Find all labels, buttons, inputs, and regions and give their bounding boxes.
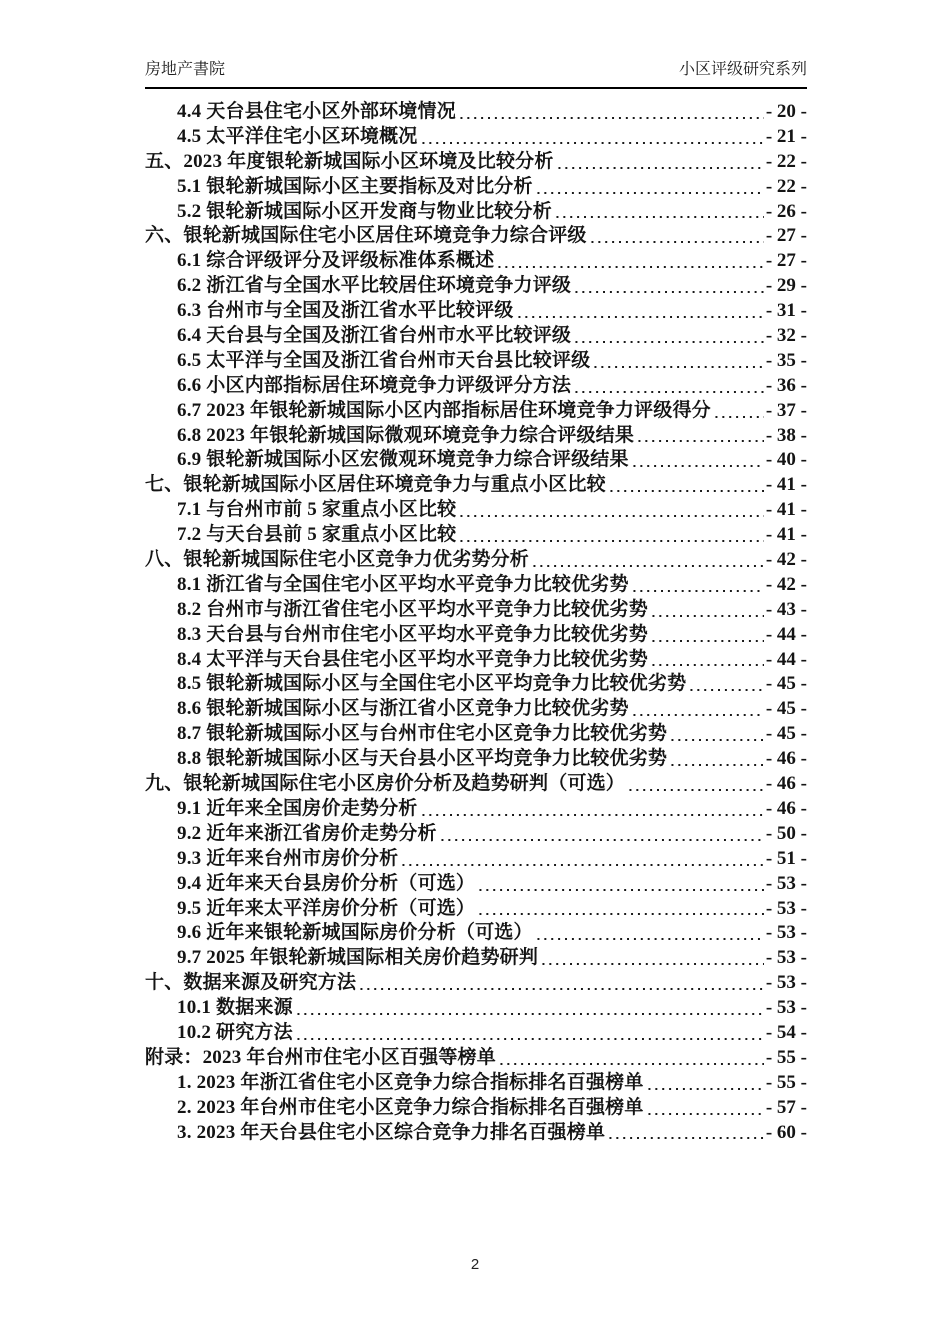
toc-entry-label: 2. 2023 年台州市住宅小区竞争力综合指标排名百强榜单 (177, 1096, 644, 1118)
dot-leader (650, 614, 764, 618)
toc-entry-label: 6.4 天台县与全国及浙江省台州市水平比较评级 (177, 325, 572, 347)
toc-entry-page: - 22 - (765, 150, 807, 172)
page-footer (0, 1256, 950, 1273)
toc-entry-page: - 45 - (765, 723, 807, 745)
toc-entry-label: 10.1 数据来源 (177, 997, 293, 1019)
toc-entry-label: 八、银轮新城国际住宅小区竞争力优劣势分析 (145, 549, 530, 571)
dot-leader (358, 987, 764, 991)
toc-entry-page: - 41 - (765, 499, 807, 521)
toc-entry-page: - 40 - (765, 449, 807, 471)
header-right-title: 小区评级研究系列 (678, 61, 807, 78)
dot-leader (439, 838, 764, 842)
dot-leader (498, 1062, 764, 1066)
toc-entry (145, 672, 807, 697)
toc-entry-page: - 41 - (765, 524, 807, 546)
dot-leader (646, 1112, 764, 1116)
toc-entry-label: 8.4 太平洋与天台县住宅小区平均水平竞争力比较优劣势 (177, 648, 648, 670)
dot-leader (631, 589, 764, 593)
toc-entry-page: - 29 - (765, 275, 807, 297)
toc-entry (145, 249, 807, 274)
toc-entry-label: 8.1 浙江省与全国住宅小区平均水平竞争力比较优劣势 (177, 573, 629, 595)
header-left-title: 房地产書院 (145, 61, 226, 78)
toc-entry-label: 7.2 与天台县前 5 家重点小区比较 (177, 524, 457, 546)
toc-entry-label: 6.5 太平洋与全国及浙江省台州市天台县比较评级 (177, 349, 591, 371)
dot-leader (420, 141, 764, 145)
toc-entry-label: 九、银轮新城国际住宅小区房价分析及趋势研判（可选） (145, 773, 626, 795)
toc-entry (145, 1071, 807, 1096)
toc-entry-page: - 32 - (765, 325, 807, 347)
toc-entry-label: 6.3 台州市与全国及浙江省水平比较评级 (177, 300, 514, 322)
dot-leader (458, 539, 764, 543)
toc-entry (145, 448, 807, 473)
toc-entry (145, 1096, 807, 1121)
dot-leader (646, 1087, 764, 1091)
toc-entry (145, 872, 807, 897)
toc-entry (145, 921, 807, 946)
toc-entry (145, 473, 807, 498)
toc-entry-label: 3. 2023 年天台县住宅小区综合竞争力排名百强榜单 (177, 1121, 606, 1143)
toc-entry-label: 6.2 浙江省与全国水平比较居住环境竞争力评级 (177, 275, 572, 297)
toc-entry-label: 6.6 小区内部指标居住环境竞争力评级评分方法 (177, 374, 572, 396)
toc-entry-page: - 43 - (765, 598, 807, 620)
toc-entry-label: 10.2 研究方法 (177, 1021, 293, 1043)
dot-leader (535, 191, 764, 195)
toc-entry-label: 8.2 台州市与浙江省住宅小区平均水平竞争力比较优劣势 (177, 598, 648, 620)
dot-leader (688, 688, 764, 692)
toc-entry (145, 598, 807, 623)
toc-entry (145, 498, 807, 523)
dot-leader (607, 1136, 764, 1140)
toc-entry (145, 722, 807, 747)
toc-entry-page: - 46 - (765, 773, 807, 795)
dot-leader (556, 166, 764, 170)
dot-leader (516, 315, 764, 319)
toc-entry-page: - 42 - (765, 573, 807, 595)
toc-entry-label: 1. 2023 年浙江省住宅小区竞争力综合指标排名百强榜单 (177, 1071, 644, 1093)
toc-entry (145, 324, 807, 349)
dot-leader (573, 390, 764, 394)
toc-entry (145, 697, 807, 722)
toc-entry-page: - 45 - (765, 673, 807, 695)
toc-entry-page: - 45 - (765, 698, 807, 720)
toc-entry (145, 971, 807, 996)
toc-entry-page: - 26 - (765, 200, 807, 222)
toc-entry-page: - 50 - (765, 822, 807, 844)
dot-leader (400, 863, 764, 867)
toc-entry (145, 1021, 807, 1046)
toc-entry-page: - 44 - (765, 648, 807, 670)
dot-leader (631, 713, 764, 717)
toc-entry-page: - 51 - (765, 847, 807, 869)
toc-entry (145, 946, 807, 971)
toc-entry (145, 797, 807, 822)
toc-entry (145, 996, 807, 1021)
toc-entry-label: 8.6 银轮新城国际小区与浙江省小区竞争力比较优劣势 (177, 698, 629, 720)
toc-entry-label: 5.1 银轮新城国际小区主要指标及对比分析 (177, 175, 533, 197)
toc-entry-label: 8.5 银轮新城国际小区与全国住宅小区平均竞争力比较优劣势 (177, 673, 687, 695)
toc-entry (145, 100, 807, 125)
toc-entry-page: - 54 - (765, 1021, 807, 1043)
dot-leader (573, 290, 764, 294)
dot-leader (669, 738, 764, 742)
toc-entry-label: 4.4 天台县住宅小区外部环境情况 (177, 101, 456, 122)
toc-entry-page: - 36 - (765, 374, 807, 396)
toc-entry (145, 424, 807, 449)
toc-entry (145, 548, 807, 573)
toc-entry-label: 9.1 近年来全国房价走势分析 (177, 797, 418, 819)
toc-entry-page: - 41 - (765, 474, 807, 496)
toc-entry (145, 573, 807, 598)
dot-leader (496, 265, 764, 269)
toc-entry-page: - 53 - (765, 922, 807, 944)
toc-entry (145, 523, 807, 548)
toc-entry (145, 374, 807, 399)
toc-entry-label: 六、银轮新城国际住宅小区居住环境竞争力综合评级 (145, 225, 587, 247)
toc-entry-page: - 53 - (765, 972, 807, 994)
toc-entry (145, 747, 807, 772)
toc-entry-label: 8.3 天台县与台州市住宅小区平均水平竞争力比较优劣势 (177, 623, 648, 645)
toc-entry (145, 847, 807, 872)
toc-entry-label: 4.5 太平洋住宅小区环境概况 (177, 125, 418, 147)
dot-leader (631, 464, 764, 468)
dot-leader (669, 763, 764, 767)
toc-entry-page: - 57 - (765, 1096, 807, 1118)
toc-list (145, 100, 807, 1145)
toc-entry-label: 8.7 银轮新城国际小区与台州市住宅小区竞争力比较优劣势 (177, 723, 668, 745)
toc-entry-label: 9.6 近年来银轮新城国际房价分析（可选） (177, 922, 533, 944)
toc-entry (145, 897, 807, 922)
toc-entry-page: - 27 - (765, 225, 807, 247)
toc-entry (145, 125, 807, 150)
dot-leader (295, 1012, 764, 1016)
dot-leader (531, 564, 764, 568)
toc-entry-page: - 55 - (765, 1071, 807, 1093)
toc-entry-page: - 46 - (765, 748, 807, 770)
toc-entry-page: - 53 - (765, 947, 807, 969)
toc-entry (145, 274, 807, 299)
toc-entry-page: - 21 - (765, 125, 807, 147)
dot-leader (573, 340, 764, 344)
toc-entry (145, 349, 807, 374)
toc-entry-label: 9.7 2025 年银轮新城国际相关房价趋势研判 (177, 947, 539, 969)
toc-entry-label: 8.8 银轮新城国际小区与天台县小区平均竞争力比较优劣势 (177, 748, 668, 770)
dot-leader (636, 439, 764, 443)
toc-entry (145, 224, 807, 249)
dot-leader (627, 788, 764, 792)
toc-entry (145, 1046, 807, 1071)
dot-leader (540, 962, 764, 966)
dot-leader (713, 415, 764, 419)
dot-leader (589, 240, 764, 244)
dot-leader (458, 514, 764, 518)
toc-entry-label: 6.9 银轮新城国际小区宏微观环境竞争力综合评级结果 (177, 449, 629, 471)
toc-entry-label: 9.3 近年来台州市房价分析 (177, 847, 399, 869)
toc-entry-page: - 53 - (765, 897, 807, 919)
toc-entry-label: 5.2 银轮新城国际小区开发商与物业比较分析 (177, 200, 552, 222)
dot-leader (295, 1037, 764, 1041)
toc-entry-label: 七、银轮新城国际小区居住环境竞争力与重点小区比较 (145, 474, 606, 496)
toc-entry-page: - 20 - (765, 101, 807, 122)
toc-entry-page: - 42 - (765, 549, 807, 571)
toc-entry-label: 9.2 近年来浙江省房价走势分析 (177, 822, 437, 844)
footer-page-number: 2 (470, 1256, 480, 1273)
toc-entry (145, 150, 807, 175)
toc-entry-label: 五、2023 年度银轮新城国际小区环境及比较分析 (145, 150, 554, 172)
toc-entry-label: 附录：2023 年台州市住宅小区百强等榜单 (145, 1046, 496, 1068)
toc-entry-page: - 38 - (765, 424, 807, 446)
toc-entry (145, 399, 807, 424)
toc-entry-label: 6.7 2023 年银轮新城国际小区内部指标居住环境竞争力评级得分 (177, 399, 711, 421)
toc-entry-page: - 53 - (765, 997, 807, 1019)
toc-entry (145, 1121, 807, 1146)
toc-entry-label: 6.8 2023 年银轮新城国际微观环境竞争力综合评级结果 (177, 424, 635, 446)
toc-entry (145, 299, 807, 324)
dot-leader (592, 365, 764, 369)
toc-entry-label: 6.1 综合评级评分及评级标准体系概述 (177, 250, 495, 272)
toc-entry-page: - 55 - (765, 1046, 807, 1068)
page-header (145, 60, 807, 89)
toc-entry-label: 9.5 近年来太平洋房价分析（可选） (177, 897, 476, 919)
toc-entry-page: - 53 - (765, 872, 807, 894)
dot-leader (458, 116, 764, 120)
toc-entry-label: 十、数据来源及研究方法 (145, 972, 357, 994)
dot-leader (554, 215, 764, 219)
dot-leader (650, 639, 764, 643)
toc-entry-page: - 22 - (765, 175, 807, 197)
toc-entry-label: 7.1 与台州市前 5 家重点小区比较 (177, 499, 457, 521)
dot-leader (420, 813, 764, 817)
dot-leader (477, 912, 764, 916)
toc-entry-page: - 31 - (765, 300, 807, 322)
toc-entry (145, 623, 807, 648)
toc-entry (145, 772, 807, 797)
toc-entry (145, 822, 807, 847)
toc-entry (145, 200, 807, 225)
dot-leader (477, 888, 764, 892)
dot-leader (608, 489, 764, 493)
toc-entry-page: - 35 - (765, 349, 807, 371)
toc-entry-page: - 44 - (765, 623, 807, 645)
toc-entry-label: 9.4 近年来天台县房价分析（可选） (177, 872, 476, 894)
dot-leader (535, 937, 764, 941)
dot-leader (650, 663, 764, 667)
toc-entry-page: - 60 - (765, 1121, 807, 1143)
toc-entry-page: - 46 - (765, 797, 807, 819)
toc-entry-page: - 27 - (765, 250, 807, 272)
toc-entry-page: - 37 - (765, 399, 807, 421)
toc-entry (145, 648, 807, 673)
toc-entry (145, 175, 807, 200)
